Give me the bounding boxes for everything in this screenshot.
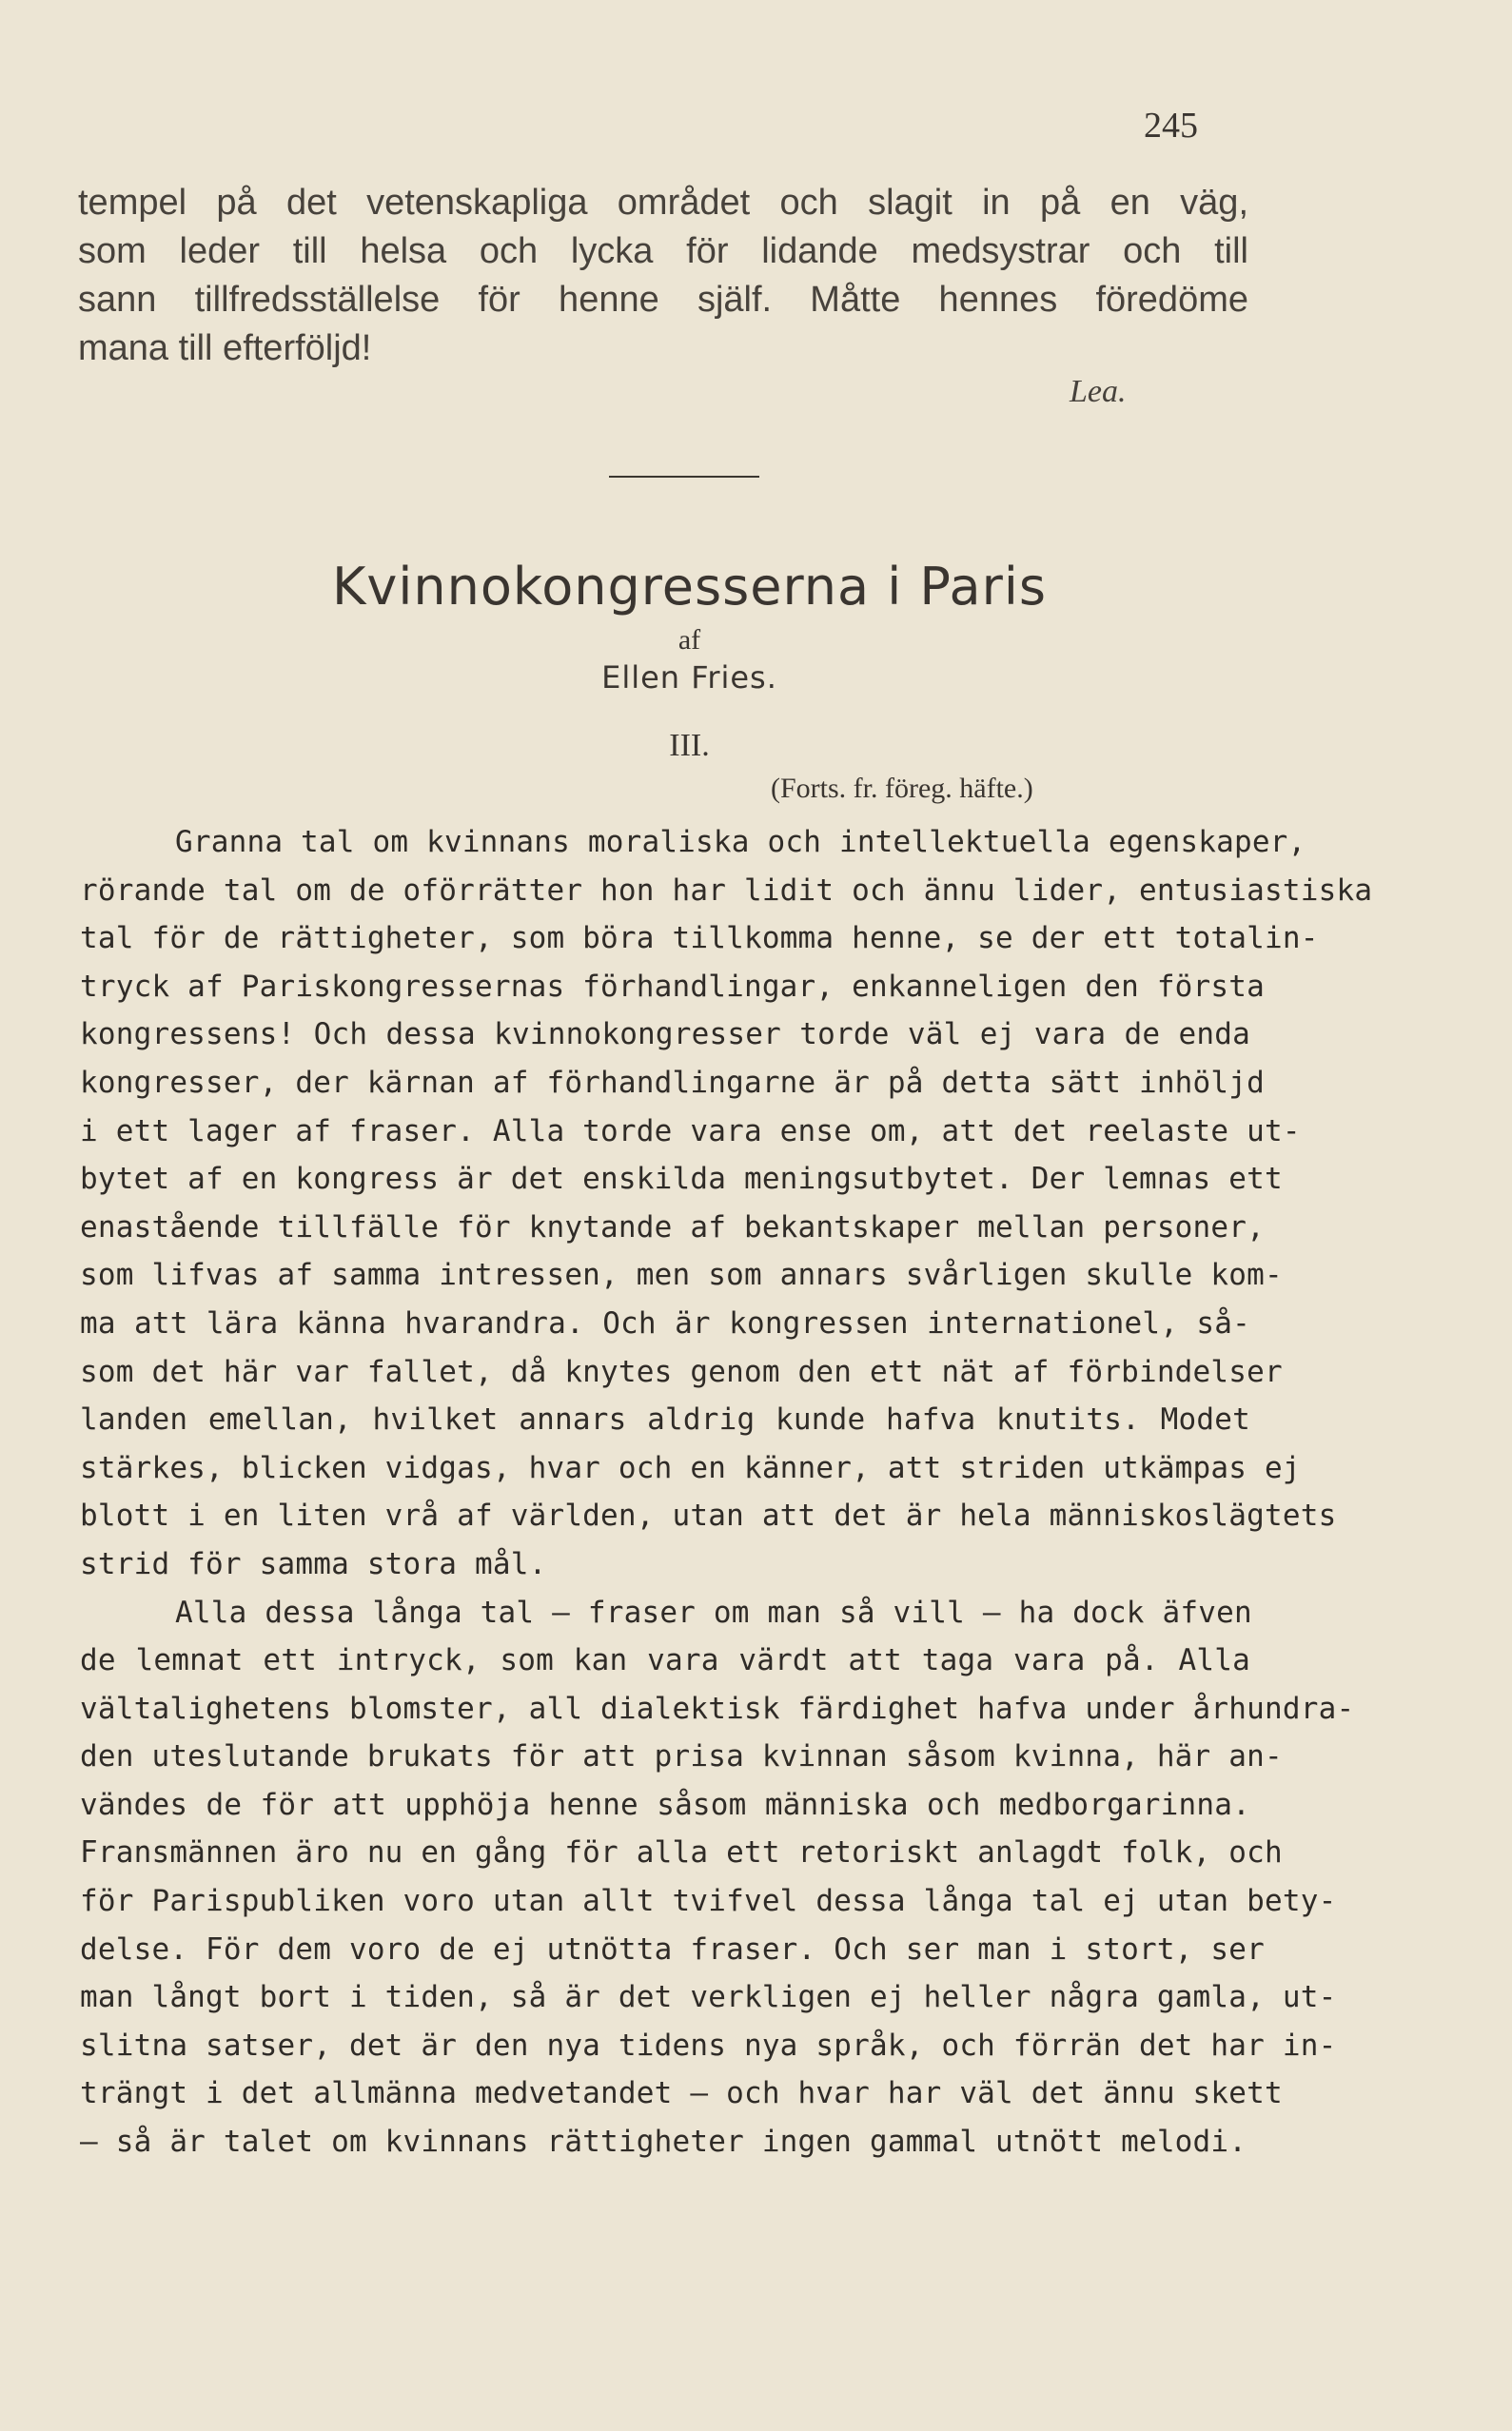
- prelude-line: som leder till helsa och lycka för lidande medsystrar och till: [78, 231, 1248, 271]
- section-separator: [609, 476, 759, 478]
- body-line: som lifvas af samma intressen, men som annars svårligen skulle kom-: [80, 1258, 1283, 1293]
- body-line: kongresser, der kärnan af förhandlingarne är på detta sätt inhöljd: [80, 1065, 1265, 1100]
- body-line: vältalighetens blomster, all dialektisk färdighet hafva under århundra-: [80, 1691, 1355, 1726]
- body-line: ma att lära känna hvarandra. Och är kongressen internationel, så-: [80, 1305, 1250, 1341]
- body-line: tryck af Pariskongressernas förhandlingar, enkanneligen den första: [80, 969, 1265, 1004]
- body-line: trängt i det allmänna medvetandet — och hvar har väl det ännu skett: [80, 2076, 1283, 2111]
- body-line: — så är talet om kvinnans rättigheter ingen gammal utnött melodi.: [80, 2125, 1247, 2160]
- byline-af: af: [677, 624, 701, 656]
- continuation-note: (Forts. fr. föreg. häfte.): [771, 773, 1033, 804]
- body-line: man långt bort i tiden, så är det verkligen ej heller några gamla, ut-: [80, 1980, 1337, 2015]
- body-line: landen emellan, hvilket annars aldrig kunde hafva knutits. Modet: [80, 1402, 1250, 1438]
- prelude-paragraph: [78, 179, 1248, 373]
- section-number: III.: [669, 728, 710, 763]
- article-author: Ellen Fries.: [601, 659, 777, 696]
- body-line: den uteslutande brukats för att prisa kvinnan såsom kvinna, här an-: [80, 1739, 1283, 1774]
- body-line: de lemnat ett intryck, som kan vara värdt att taga vara på. Alla: [80, 1643, 1250, 1678]
- body-line: Fransmännen äro nu en gång för alla ett retoriskt anlagdt folk, och: [80, 1835, 1283, 1871]
- body-line: stärkes, blicken vidgas, hvar och en känner, att striden utkämpas ej: [80, 1450, 1301, 1485]
- body-line: kongressens! Och dessa kvinnokongresser torde väl ej vara de enda: [80, 1017, 1250, 1052]
- body-line: delse. För dem voro de ej utnötta fraser. Och ser man i stort, ser: [80, 1931, 1265, 1967]
- article-title: Kvinnokongresserna i Paris: [332, 557, 1047, 617]
- paragraph-2: [80, 1589, 1355, 2166]
- body-line: rörande tal om de oförrätter hon har lidit och ännu lider, entusiastiska: [80, 872, 1373, 908]
- body-line: som det här var fallet, då knytes genom den ett nät af förbindelser: [80, 1354, 1283, 1389]
- body-line: i ett lager af fraser. Alla torde vara ense om, att det reelaste ut-: [80, 1113, 1301, 1148]
- body-line: för Parispubliken voro utan allt tvifvel dessa långa tal ej utan bety-: [80, 1884, 1337, 1919]
- signature: Lea.: [1070, 374, 1127, 409]
- body-line: tal för de rättigheter, som böra tillkomma henne, se der ett totalin-: [80, 921, 1319, 956]
- page-number: 245: [1144, 106, 1198, 146]
- body-line: Alla dessa långa tal — fraser om man så vill — ha dock äfven: [175, 1595, 1252, 1630]
- body-line: enastående tillfälle för knytande af bekantskaper mellan personer,: [80, 1209, 1265, 1245]
- body-line: slitna satser, det är den nya tidens nya språk, och förrän det har in-: [80, 2028, 1337, 2063]
- prelude-line: tempel på det vetenskapliga området och slagit in på en väg,: [78, 183, 1248, 223]
- body-line: strid för samma stora mål.: [80, 1546, 547, 1581]
- paragraph-1: [80, 818, 1373, 1589]
- body-line: Granna tal om kvinnans moraliska och intellektuella egenskaper,: [175, 825, 1306, 859]
- prelude-line: mana till efterföljd!: [78, 328, 372, 368]
- body-line: blott i en liten vrå af världen, utan att det är hela människoslägtets: [80, 1499, 1337, 1534]
- body-line: vändes de för att upphöja henne såsom människa och medborgarinna.: [80, 1787, 1250, 1822]
- body-line: bytet af en kongress är det enskilda meningsutbytet. Der lemnas ett: [80, 1162, 1283, 1197]
- article-body: [80, 818, 1373, 2166]
- prelude-line: sann tillfredsställelse för henne själf. Måtte hennes föredöme: [78, 280, 1248, 320]
